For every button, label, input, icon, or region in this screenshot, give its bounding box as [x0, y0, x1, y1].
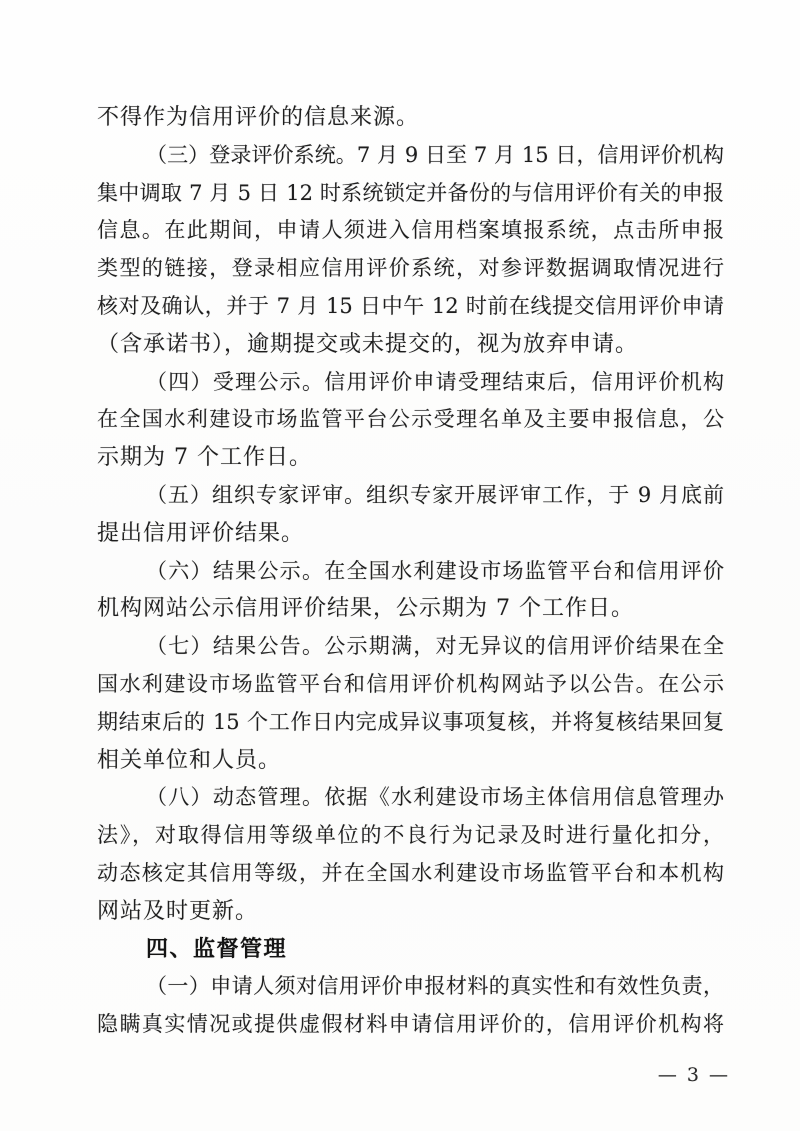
- text-line: （四）受理公示。信用评价申请受理结束后，信用评价机构: [146, 369, 724, 394]
- text-line: 国水利建设市场监管平台和信用评价机构网站予以公告。在公示: [97, 671, 724, 696]
- text-line: 在全国水利建设市场监管平台公示受理名单及主要申报信息，公: [97, 407, 724, 432]
- text-line: 隐瞒真实情况或提供虚假材料申请信用评价的，信用评价机构将: [97, 1012, 724, 1037]
- page-number: — 3 —: [657, 1064, 730, 1086]
- text-line: 相关单位和人员。: [97, 747, 282, 773]
- text-line: 示期为 7 个工作日。: [97, 445, 312, 471]
- text-line: （含承诺书），逾期提交或未提交的，视为放弃申请。: [97, 331, 639, 357]
- text-line: （七）结果公告。公示期满，对无异议的信用评价结果在全: [146, 634, 724, 659]
- text-line: 机构网站公示信用评价结果，公示期为 7 个工作日。: [97, 596, 634, 622]
- text-line: 核对及确认，并于 7 月 15 日中午 12 时前在线提交信用评价申请: [97, 293, 724, 318]
- text-line: （三）登录评价系统。7 月 9 日至 7 月 15 日，信用评价机构: [146, 142, 724, 167]
- text-line: 不得作为信用评价的信息来源。: [97, 105, 420, 130]
- text-line: 网站及时更新。: [97, 898, 259, 924]
- text-line: 集中调取 7 月 5 日 12 时系统锁定并备份的与信用评价有关的申报: [97, 180, 724, 205]
- text-line: （一）申请人须对信用评价申报材料的真实性和有效性负责，: [146, 974, 724, 999]
- text-line: 期结束后的 15 个工作日内完成异议事项复核，并将复核结果回复: [97, 709, 724, 734]
- section-heading: 四、监督管理: [146, 936, 288, 962]
- text-line: （八）动态管理。依据《水利建设市场主体信用信息管理办: [146, 785, 724, 810]
- text-line: 信息。在此期间，申请人须进入信用档案填报系统，点击所申报: [97, 218, 724, 243]
- text-line: 动态核定其信用等级，并在全国水利建设市场监管平台和本机构: [97, 860, 724, 885]
- text-line: 法》，对取得信用等级单位的不良行为记录及时进行量化扣分，: [97, 823, 724, 848]
- text-line: 提出信用评价结果。: [97, 520, 305, 546]
- text-line: 类型的链接，登录相应信用评价系统，对参评数据调取情况进行: [97, 256, 724, 281]
- text-line: （五）组织专家评审。组织专家开展评审工作，于 9 月底前: [146, 482, 724, 507]
- text-line: （六）结果公示。在全国水利建设市场监管平台和信用评价: [146, 558, 724, 583]
- document-body: [97, 99, 724, 1044]
